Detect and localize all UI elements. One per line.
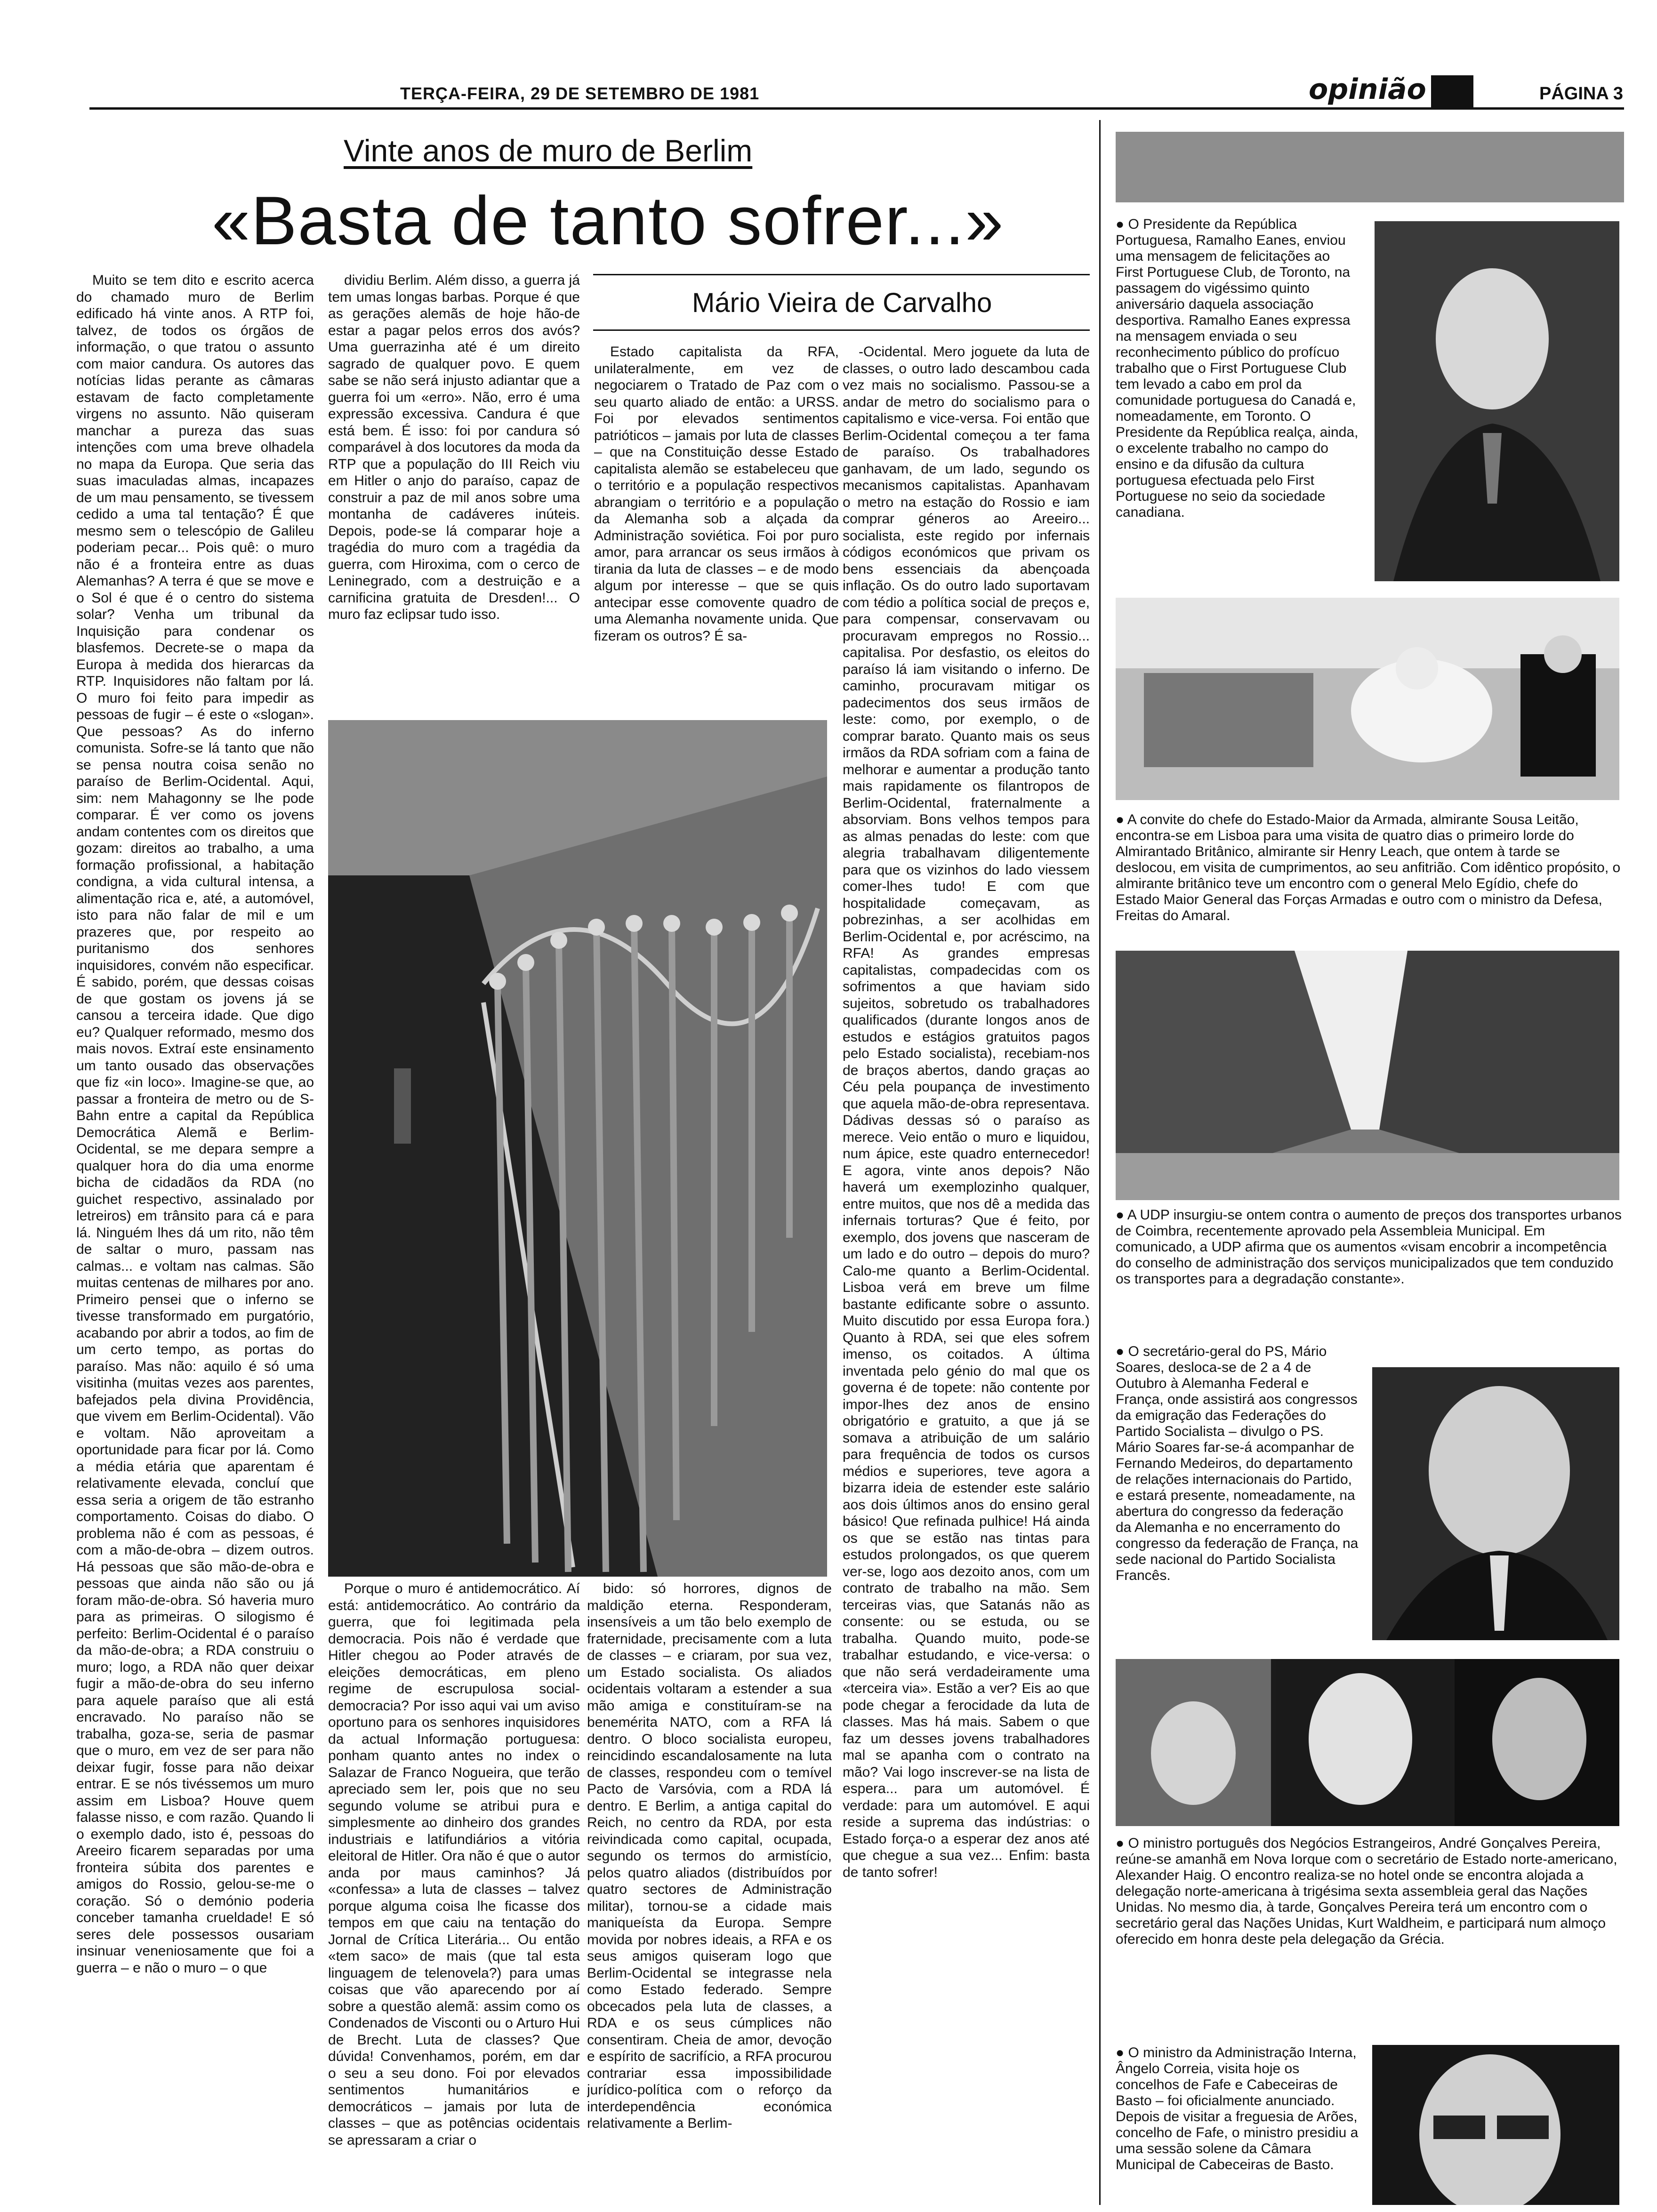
article-column-2-bottom: Porque o muro é antidemocrático. Aí está: antidemocrático. Ao contrário da guerra, que foi legitimada pela democracia. Pois não é verdade que Hitler chegou ao Poder através de eleições democráticas, em pleno regime de escrupulosa social-democracia? Por isso aqui vai um aviso oportuno para os senhores inquisidores da actual Informação portuguesa: ponham quanto antes no index o Salazar de Franco Nogueira, que terão apreciado sem ler, pois que no seu segundo volume se atribui pura e simplesmente ao dinheiro dos grandes industriais e latifundiários a vitória eleitoral de Hitler. Ora não é que o autor anda por maus caminhos? Já «confessa» a luta de classes – talvez porque alguma coisa lhe ficasse dos tempos em que caiu na tentação do Jornal de Crítica Literária... Ou então «tem saco» de mais (que tal esta linguagem de telenovela?) para umas coisas que vão aparecendo por aí sobre a questão alemã: assim como os Condenados de Visconti ou o Arturo Hui de Brecht. Luta de classes? Que dúvida! Convenhamos, porém, em dar o seu a seu dono. Foi por elevados sentimentos humanitários e democráticos – jamais por luta de classes – que as potências ocidentais se apressaram a criar o xyxy=(328,1581,580,2148)
sidebar-banner xyxy=(1116,132,1624,202)
coimbra-street-photo xyxy=(1116,951,1619,1200)
ramalho-eanes-photo xyxy=(1375,221,1619,581)
berlin-wall-photo xyxy=(328,720,827,1577)
header-rule xyxy=(89,107,1624,110)
ministers-image xyxy=(1116,1659,1619,1826)
news-item-mario-soares: ● O secretário-geral do PS, Mário Soares, desloca-se de 2 a 4 de Outubro à Alemanha Federal e França, onde assistirá aos congressos da emigração das Federações do Partido Socialista – divulgo o PS. Mário Soares far-se-á acompanhar de Fernando Medeiros, do departamento de relações internacionais do Partido, e estará presente, nomeadamente, na abertura do congresso da federação da Alemanha e no encerramento do congresso da federação de França, na sede nacional do Partido Socialista Francês. xyxy=(1116,1344,1359,1583)
admirals-meeting-photo xyxy=(1116,598,1619,800)
section-logo: opinião xyxy=(1309,73,1426,106)
article-headline: «Basta de tanto sofrer...» xyxy=(212,182,1005,259)
ministers-photo-strip xyxy=(1116,1659,1619,1826)
byline-rule-bottom xyxy=(593,329,1090,331)
article-kicker: Vinte anos de muro de Berlim xyxy=(344,133,753,168)
street-image xyxy=(1116,951,1619,1200)
article-column-4: -Ocidental. Mero joguete da luta de classes, o outro lado descambou cada vez mais no socialismo. Passou-se a andar de metro do socialismo para o capitalismo e vice-versa. Foi então que Berlim-Ocidental começou a ter fama de paraíso. Os trabalhadores ganhavam, de um lado, segundo os mecanismos capitalistas. Apanhavam o metro na estação do Rossio e iam comprar géneros ao Areeiro... socialista, este regido por infernais códigos económicos que privam os bens essenciais da abençoada inflação. Os do outro lado suportavam com tédio a política social de preços e, para compensar, conservavam ou procuravam empregos no Rossio... capitalisa. Por desfastio, os eleitos do paraíso lá iam visitando o inferno. De caminho, procuravam mitigar os padecimentos dos seus irmãos de leste: como, por exemplo, o de comprar barato. Quanto mais os seus irmãos da RDA sofriam com a faina de melhorar e aumentar a produção tanto mais rapidamente os filantropos de Berlim-Ocidental, fraternalmente a absorviam. Bons velhos tempos para as almas penadas do leste: com que alegria trabalhavam diligentemente para que os vizinhos do lado viessem comer-lhes tudo! E com que hospitalidade começavam, as pobrezinhas, a ser acolhidas em Berlim-Ocidental e, por acréscimo, na RFA! As grandes empresas capitalistas, compadecidas com os sofrimentos a que haviam sido sujeitos, sobretudo os trabalhadores qualificados (durante longos anos de estudos e estágios gratuitos pagos pelo Estado socialista), recebiam-nos de braços abertos, dando graças ao Céu pela poupança de investimento que aquela mão-de-obra representava. Dádivas dessas só o paraíso as merece. Veio então o muro e liquidou, num ápice, este quadro enternecedor! E agora, vinte anos depois? Não haverá um exemplozinho qualquer, entre muitos, que nos dê a medida das infernais torturas? Que é feito, por exemplo, dos jovens que nasceram de um lado e do outro – depois do muro? Calo-me quanto a Berlim-Ocidental. Lisboa verá em breve um filme bastante edificante sobre o assunto. Muito discutido por essa Europa fora.) Quanto à RDA, sei que eles sofrem imenso, os coitados. A última inventada pelo génio do mal que os governa é de topete: não contente por impor-lhes dez anos de ensino obrigatório e gratuito, a que já se somava a atribuição de um salário para frequência de todos os cursos médios e superiores, teve agora a bizarra ideia de estender este salário aos dois últimos anos do ensino geral básico! Que refinada pulhice! Há ainda os que se estão nas tintas para estudos prolongados, os que querem ver-se, logo aos dezoito anos, com um contrato de trabalho na mão. Sem terceiras vias, que Satanás não as consente: ou se estuda, ou se trabalha. Quando muito, pode-se trabalhar estudando, e vice-versa: o que não será verdadeiramente uma «terceira via». Estão a ver? Eis ao que pode chegar a ferocidade da luta de classes. Mas há mais. Sabem o que faz um desses jovens trabalhadores mal se apanha com o contrato na mão? Vai logo inscrever-se na lista de espera... para um automóvel. É verdade: para um automóvel. E aqui reside a suprema das indústrias: o Estado força-o a esperar dez anos até que chegue a sua vez... Enfim: basta de tanto sofrer! xyxy=(843,344,1090,1880)
header-date: TERÇA-FEIRA, 29 DE SETEMBRO DE 1981 xyxy=(400,84,760,103)
news-item-admirals: ● A convite do chefe do Estado-Maior da Armada, almirante Sousa Leitão, encontra-se em Lisboa para uma visita de quatro dias o primeiro lorde do Almirantado Britânico, almirante sir Henry Leach, que ontem à tarde se deslocou, em visita de cumprimentos, ao seu anfitrião. Com idêntico propósito, o almirante britânico teve um encontro com o general Melo Egídio, chefe do Estado Maior General das Forças Armadas e outro com o ministro da Defesa, Freitas do Amaral. xyxy=(1116,812,1621,923)
article-column-2-top: dividiu Berlim. Além disso, a guerra já tem umas longas barbas. Porque é que as gerações alemãs de hoje hão-de estar a pagar pelos erros dos avós? Uma guerrazinha até é um direito sagrado de qualquer povo. E quem sabe se não será injusto adiantar que a guerra foi um «erro». Não, erro é uma expressão excessiva. Candura é que está bem. É isso: foi por candura só comparável à dos locutores da moda da RTP que a população do III Reich viu em Hitler o anjo do paraíso, capaz de construir a paz de mil anos sobre uma montanha de cadáveres inúteis. Depois, pode-se lá comparar hoje a tragédia do muro com a tragédia da guerra, com Hiroxima, com o cerco de Leninegrado, com a destruição e a carnificina gratuita de Dresden!... O muro faz eclipsar tudo isso. xyxy=(328,272,580,622)
byline-rule-top xyxy=(593,274,1090,275)
mario-soares-photo xyxy=(1372,1367,1619,1640)
news-item-udp: ● A UDP insurgiu-se ontem contra o aumento de preços dos transportes urbanos de Coimbra, recentemente aprovado pela Assembleia Municipal. Em comunicado, a UDP afirma que os aumentos «visam encobrir a incompetência do conselho de administração dos serviços municipalizados que tem conduzido os transportes para a degradação constante». xyxy=(1116,1207,1622,1287)
news-item-foreign-minister: ● O ministro português dos Negócios Estrangeiros, André Gonçalves Pereira, reúne-se amanhã em Nova Iorque com o secretário de Estado norte-americano, Alexander Haig. O encontro realiza-se no hotel onde se encontra alojada a delegação norte-americana à trigésima sexta assembleia geral das Nações Unidas. No mesmo dia, à tarde, Gonçalves Pereira terá um encontro com o secretário geral das Nações Unidas, Kurt Waldheim, e participará num almoço oferecido em honra deste pela delegação da Grécia. xyxy=(1116,1835,1617,1947)
admirals-image xyxy=(1116,598,1619,800)
article-column-1: Muito se tem dito e escrito acerca do chamado muro de Berlim edificado há vinte anos. A RTP foi, talvez, de todos os órgãos de informação, o que tratou o assunto com maior candura. Os autores das notícias lidas perante as câmaras estavam de facto completamente virgens no assunto. Não quiseram manchar a pureza das suas intenções com uma breve olhadela no mapa da Europa. Que seria das suas imaculadas almas, incapazes de um mau pensamento, se tivessem cedido a uma tal tentação? É que mesmo sem o telescópio de Galileu poderiam pecar... Pois quê: o muro não é a fronteira entre as duas Alemanhas? A terra é que se move e o Sol é que é o centro do sistema solar? Venha um tribunal da Inquisição para condenar os blasfemos. Decrete-se o mapa da Europa à medida dos hierarcas da RTP. Inquisidores não faltam por lá. O muro foi feito para impedir as pessoas de fugir – é este o «slogan». Que pessoas? As do inferno comunista. Sofre-se lá tanto que não se pensa noutra coisa senão no paraíso de Berlim-Ocidental. Aqui, sim: nem Mahagonny se lhe pode comparar. É ver como os jovens andam contentes com os direitos que gozam: direitos ao trabalho, a uma formação profissional, a habitação condigna, a vida cultural intensa, a alimentação rica e, até, a automóvel, isto para não falar de mil e um prazeres que, por respeito ao puritanismo dos senhores inquisidores, convém não especificar. É sabido, porém, que dessas coisas de que gostam os jovens já se cansou a terceira idade. Que digo eu? Qualquer reformado, mesmo dos mais novos. Extraí este ensinamento um tanto ousado das observações que fiz «in loco». Imagine-se que, ao passar a fronteira de metro ou de S-Bahn entre a capital da República Democrática Alemã e Berlim-Ocidental, se me depara sempre a qualquer hora do dia uma enorme bicha de cidadãos da RDA (no guichet respectivo, assinalado por letreiros) em trânsito para cá e para lá. Ninguém lhes dá um rito, não têm de saltar o muro, passam nas calmas... e voltam nas calmas. São muitas centenas de milhares por ano. Primeiro pensei que o inferno se tivesse transformado em purgatório, acabando por abrir a todos, ao fim de um certo tempo, as portas do paraíso. Mas não: aquilo é só uma visitinha (muitas vezes aos parentes, bafejados pela divina Providência, que vivem em Berlim-Ocidental). Vão e voltam. Não aproveitam a oportunidade para ficar por lá. Como a média etária que aparentam é relativamente elevada, concluí que essa seria a origem de tão estranho comportamento. Coisas do diabo. O problema não é com as pessoas, é com a mão-de-obra – dizem outros. Há pessoas que são mão-de-obra e pessoas que ainda não são ou já foram mão-de-obra. Só haveria muro para as primeiras. O silogismo é perfeito: Berlim-Ocidental é o paraíso da mão-de-obra; a RDA construiu o muro; logo, a RDA não quer deixar fugir a mão-de-obra do seu inferno para aquele paraíso que ali está encravado. No paraíso não se trabalha, goza-se, seria de pasmar que o muro, em vez de ser para não deixar fugir, fosse para não deixar entrar. E se nós tivéssemos um muro assim em Lisboa? Houve quem falasse nisso, e com razão. Quando li o exemplo dado, isto é, pessoas do Areeiro ficarem separadas por uma fronteira súbita dos parentes e amigos do Rossio, gelou-se-me o coração. Só o demónio poderia conceber tamanha crueldade! E só seres dele possessos ousariam insinuar veneniosamente que foi a guerra – e não o muro – o que xyxy=(76,272,314,1976)
article-column-3-bottom: bido: só horrores, dignos de maldição eterna. Responderam, insensíveis a um tão belo exemplo de fraternidade, precisamente com a luta de classes – e criaram, por sua vez, um Estado socialista. Os aliados ocidentais voltaram a estender a sua mão amiga e constituíram-se na benemérita NATO, com a RFA lá dentro. O bloco socialista europeu, reincidindo escandalosamente na luta de classes, respondeu com o temível Pacto de Varsóvia, com a RDA lá dentro. E Berlim, a antiga capital do Reich, no centro da RDA, por esta reivindicada como capital, ocupada, segundo os termos do armistício, pelos quatro aliados (distribuídos por quatro sectores de Administração militar), tornou-se a cidade mais maniqueísta da Europa. Sempre movida por nobres ideais, a RFA e os seus amigos quiseram logo que Berlim-Ocidental se integrasse nela como Estado federado. Sempre obcecados pela luta de classes, a RDA e os seus cúmplices não consentiram. Cheia de amor, devoção e espírito de sacrifício, a RFA procurou contrariar essa impossibilidade jurídico-política com o reforço da interdependência económica relativamente a Berlim- xyxy=(587,1581,832,2131)
angelo-correia-photo xyxy=(1372,2045,1619,2205)
article-byline: Mário Vieira de Carvalho xyxy=(692,288,992,318)
page-number: PÁGINA 3 xyxy=(1539,84,1624,104)
news-item-interior-minister: ● O ministro da Administração Interna, Ângelo Correia, visita hoje os concelhos de Fafe e Cabeceiras de Basto – foi oficialmente anunciado. Depois de visitar a freguesia de Arões, concelho de Fafe, o ministro presidiu a uma sessão solene da Câmara Municipal de Cabeceiras de Basto. xyxy=(1116,2045,1359,2172)
portrait-image xyxy=(1375,221,1619,581)
news-item-president: ● O Presidente da República Portuguesa, Ramalho Eanes, enviou uma mensagem de felicitações ao First Portuguese Club, de Toronto, na passagem do vigéssimo quinto aniversário daquela associação desportiva. Ramalho Eanes expressa na mensagem enviada o seu reconhecimento público do profícuo trabalho que o First Portuguese Club tem levado a cabo em prol da comunidade portuguesa do Canadá e, nomeadamente, em Toronto. O Presidente da República realça, ainda, o excelente trabalho no campo do ensino e da difusão da cultura portuguesa efectuada pelo First Portuguese no seio da sociedade canadiana. xyxy=(1116,216,1359,520)
correia-image xyxy=(1372,2045,1619,2205)
section-logo-box xyxy=(1431,75,1473,109)
sidebar-separator xyxy=(1099,120,1101,2205)
wall-railing-image xyxy=(328,720,827,1577)
article-column-3-top: Estado capitalista da RFA, unilateralmente, em vez de negociarem o Tratado de Paz com o seu quarto aliado de então: a URSS. Foi por elevados sentimentos patrióticos – jamais por luta de classes – que na Constituição desse Estado capitalista alemão se estabeleceu que o território e a população respectivos abrangiam o território e a população da Alemanha sob a alçada da Administração soviética. Foi por puro amor, para arrancar os seus irmãos à tirania da luta de classes – e de modo algum por interesse – que se quis antecipar esse comovente quadro de uma Alemanha novamente unida. Que fizeram os outros? É sa- xyxy=(594,344,839,644)
soares-image xyxy=(1372,1367,1619,1640)
